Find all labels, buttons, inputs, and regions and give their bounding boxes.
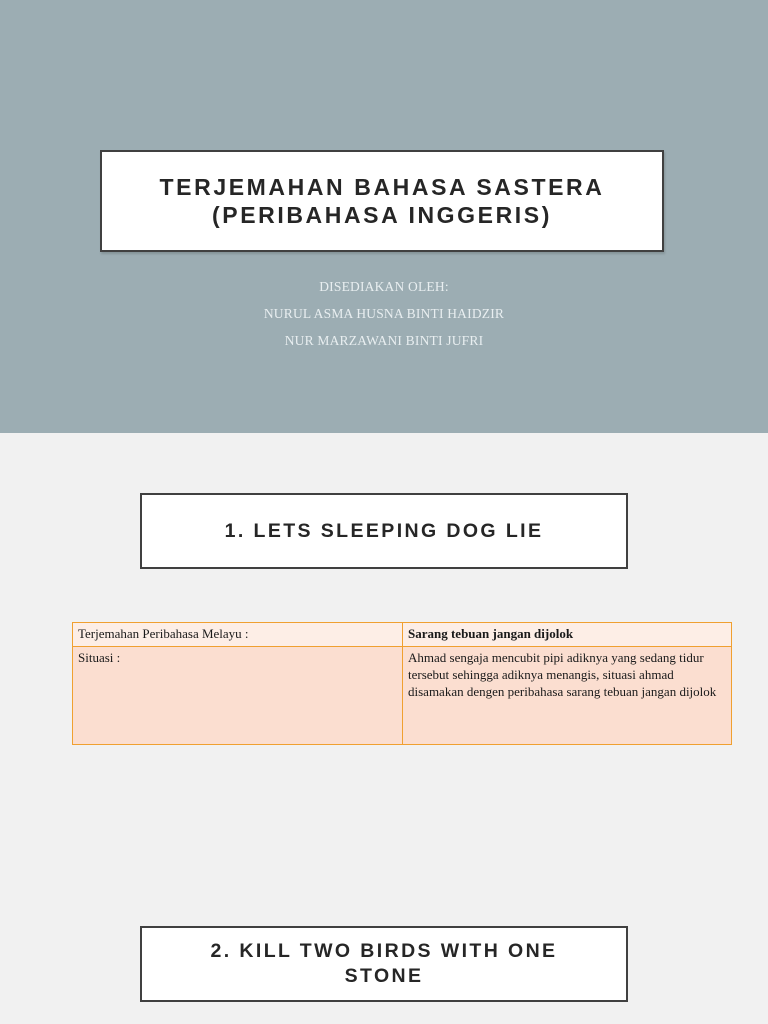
- proverb-heading-2-line-2: STONE: [344, 965, 424, 987]
- proverb-heading-1: [140, 493, 628, 569]
- author-name-2: NUR MARZAWANI BINTI JUFRI: [284, 333, 484, 348]
- prepared-by-label: DISEDIAKAN OLEH:: [319, 279, 449, 294]
- table-cell-label: Situasi :: [73, 647, 403, 745]
- title-line-2: (PERIBAHASA INGGERIS): [212, 202, 552, 228]
- proverb-table: [72, 622, 732, 745]
- proverb-heading-1-text: 1. LETS SLEEPING DOG LIE: [224, 519, 544, 542]
- proverb-heading-2-line-1: 2. KILL TWO BIRDS WITH ONE: [210, 940, 558, 962]
- title-slide: [0, 0, 768, 433]
- author-name-1: NURUL ASMA HUSNA BINTI HAIDZIR: [263, 306, 505, 321]
- table-cell-value: Ahmad sengaja mencubit pipi adiknya yang sedang tidur tersebut sehingga adiknya menangis, situasi ahmad disamakan dengen peribahasa sarang tebuan jangan dijolok: [403, 647, 732, 745]
- table-cell-label: Terjemahan Peribahasa Melayu :: [73, 623, 403, 647]
- title-box: [100, 150, 664, 252]
- table-cell-value: Sarang tebuan jangan dijolok: [403, 623, 732, 647]
- proverb-heading-2: [140, 926, 628, 1002]
- table-row: [73, 623, 732, 647]
- table-row: [73, 647, 732, 745]
- title-line-1: TERJEMAHAN BAHASA SASTERA: [159, 174, 605, 200]
